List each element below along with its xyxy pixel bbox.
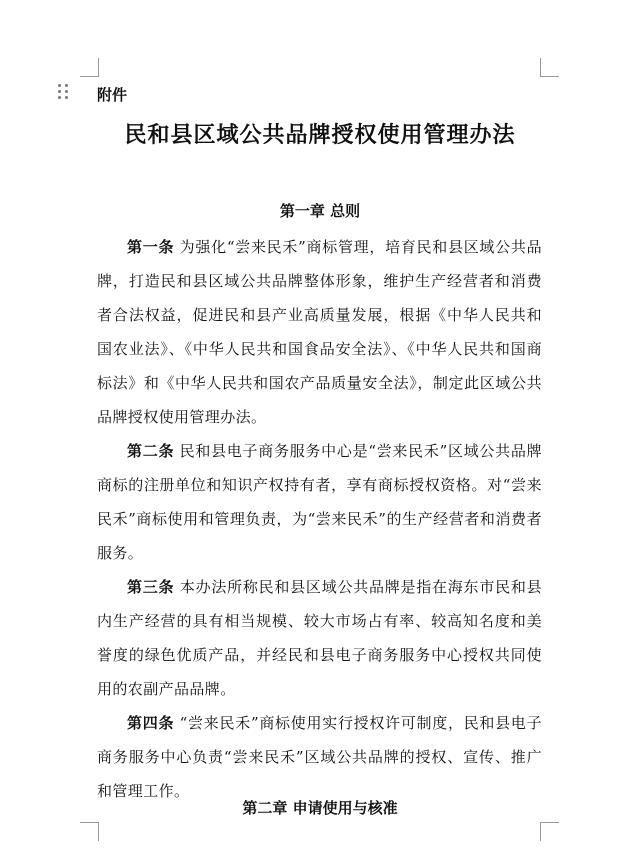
chapter-heading: 第一章 总则: [279, 202, 361, 220]
article-paragraph: [97, 230, 542, 434]
article-label: 第二条: [127, 442, 175, 460]
article-label: 第三条: [127, 578, 175, 596]
crop-mark-bottom-right: [540, 822, 559, 841]
crop-mark-bottom-left: [80, 822, 99, 841]
drag-handle-icon[interactable]: [58, 84, 70, 100]
article-text: 为强化“尝来民禾”商标管理，培育民和县区域公共品牌，打造民和县区域公共品牌整体形象，维护生产经营者和消费者合法权益，促进民和县产业高质量发展，根据《中华人民共和国农业法》、《中华人民共和国食品安全法》、《中华人民共和国商标法》和《中华人民共和国农产品质量安全法》，制定此区域公共品牌授权使用管理办法。: [97, 238, 543, 426]
article-label: 第一条: [127, 238, 175, 256]
article-text: 民和县电子商务服务中心是“尝来民禾”区域公共品牌商标的注册单位和知识产权持有者，享有商标授权资格。对“尝来民禾”商标使用和管理负责，为“尝来民禾”的生产经营者和消费者服务。: [97, 442, 543, 562]
article-paragraph: [97, 706, 542, 808]
crop-mark-top-right: [540, 58, 559, 77]
attachment-label: 附件: [97, 86, 128, 104]
article-text: 本办法所称民和县区域公共品牌是指在海东市民和县内生产经营的具有相当规模、较大市场占有率、较高知名度和美誉度的绿色优质产品，并经民和县电子商务服务中心授权共同使用的农副产品品牌。: [97, 578, 543, 698]
article-label: 第四条: [127, 714, 175, 732]
article-text: “尝来民禾”商标使用实行授权许可制度，民和县电子商务服务中心负责“尝来民禾”区域公共品牌的授权、宣传、推广和管理工作。: [97, 714, 543, 800]
chapter-heading: 第二章 申请使用与核准: [242, 799, 398, 817]
article-paragraph: [97, 434, 542, 570]
document-body: [97, 230, 542, 808]
document-title: 民和县区域公共品牌授权使用管理办法: [124, 122, 516, 148]
article-paragraph: [97, 570, 542, 706]
crop-mark-top-left: [80, 58, 99, 77]
